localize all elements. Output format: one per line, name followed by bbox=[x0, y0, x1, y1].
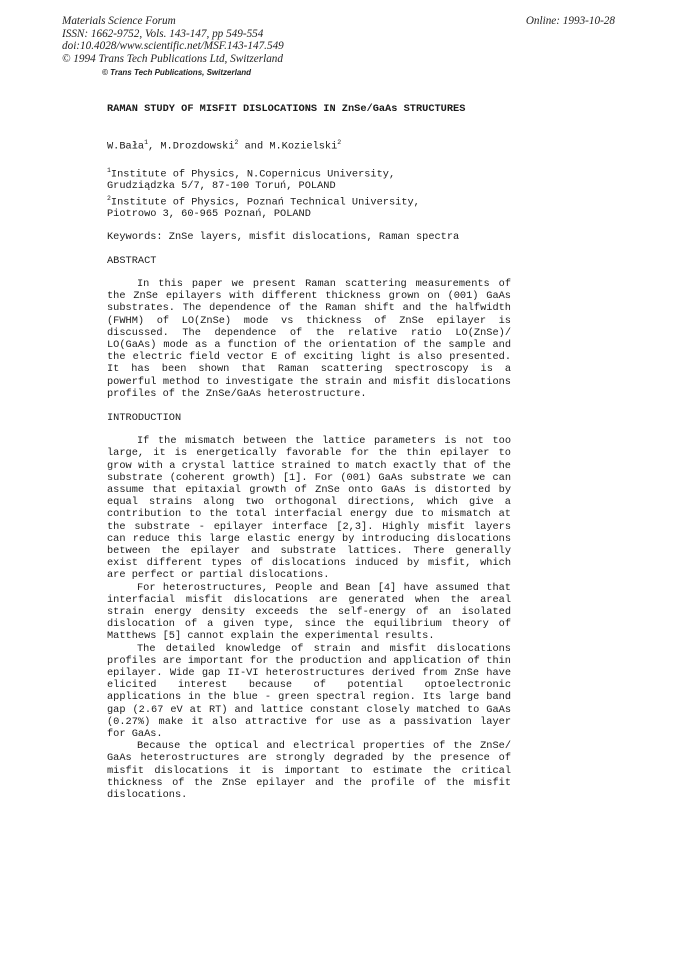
paper-title: RAMAN STUDY OF MISFIT DISLOCATIONS IN ZnSe/GaAs STRUCTURES bbox=[107, 103, 466, 115]
paper-body bbox=[107, 103, 511, 801]
author-list bbox=[107, 137, 511, 153]
author-name: M.Drozdowski bbox=[160, 140, 235, 153]
affiliation-line bbox=[107, 165, 511, 181]
journal-metadata bbox=[62, 15, 284, 65]
author-affil-mark: 2 bbox=[234, 139, 239, 147]
issn-line: ISSN: 1662-9752, Vols. 143-147, pp 549-554 bbox=[62, 27, 264, 40]
introduction-heading: INTRODUCTION bbox=[107, 411, 182, 424]
affiliations bbox=[107, 165, 511, 221]
affiliation-address: Piotrowo 3, 60-965 Poznań, POLAND bbox=[107, 208, 311, 221]
publisher-line: © Trans Tech Publications, Switzerland bbox=[102, 68, 252, 77]
intro-paragraph: For heterostructures, People and Bean [4] have assumed that interfacial misfit dislocations are generated when the areal strain energy density exceeds the self-energy of an isolated dislocation of a given type, since the equilibrium theory of Matthews [5] cannot explain the experimental results. bbox=[107, 581, 511, 643]
affiliation-address: Grudziądzka 5/7, 87-100 Toruń, POLAND bbox=[107, 180, 336, 193]
online-date: Online: 1993-10-28 bbox=[525, 15, 615, 27]
affiliation-text: Institute of Physics, Poznań Technical University, bbox=[110, 196, 420, 209]
author-separator: and bbox=[238, 140, 270, 153]
copyright-line: © 1994 Trans Tech Publications Ltd, Switzerland bbox=[62, 52, 283, 65]
doi-line: doi:10.4028/www.scientific.net/MSF.143-147.549 bbox=[62, 40, 284, 53]
keywords: Keywords: ZnSe layers, misfit dislocations, Raman spectra bbox=[107, 231, 460, 244]
abstract-heading: ABSTRACT bbox=[107, 254, 157, 267]
author-affil-mark: 2 bbox=[337, 139, 342, 147]
affiliation-text: Institute of Physics, N.Copernicus University, bbox=[110, 168, 396, 181]
intro-paragraph: The detailed knowledge of strain and misfit dislocations profiles are important for the production and application of thin epilayer. Wide gap II-VI heterostructures derived from ZnSe have elicited interest because of potential optoelectronic applications in the blue - green spectral region. Its large band gap (2.67 eV at RT) and lattice constant closely matched to GaAs (0.27%) make it also attractive for use as a passivation layer for GaAs. bbox=[107, 642, 511, 740]
author-name: W.Bała bbox=[107, 140, 145, 153]
abstract-text: In this paper we present Raman scattering measurements of the ZnSe epilayers with different thickness grown on (001) GaAs substrates. The dependence of the Raman shift and the halfwidth (FWHM) of LO(ZnSe) mode vs thickness of ZnSe epilayer is discussed. The dependence of the relative ratio LO(ZnSe)/ LO(GaAs) mode as a function of the orientation of the sample and the electric field vector E of exciting light is also presented. It has been shown that Raman scattering spectroscopy is a powerful method to investigate the strain and misfit dislocations profiles of the ZnSe/GaAs heterostructure. bbox=[107, 277, 511, 400]
intro-paragraph: Because the optical and electrical properties of the ZnSe/ GaAs heterostructures are strongly degraded by the presence of misfit dislocations it is important to estimate the critical thickness of the ZnSe epilayer and the profile of the misfit dislocations. bbox=[107, 740, 511, 802]
affiliation-mark: 2 bbox=[107, 194, 111, 202]
author-affil-mark: 1 bbox=[144, 139, 148, 147]
affiliation-mark: 1 bbox=[107, 166, 111, 174]
affiliation-line bbox=[107, 193, 511, 209]
intro-paragraph: If the mismatch between the lattice parameters is not too large, it is energetically favorable for the thin epilayer to grow with a crystal lattice strained to match exactly that of the substrate (coherent growth) [1]. For (001) GaAs substrate we can assume that epitaxial growth of ZnSe onto GaAs is distorted by equal strains along two orthogonal directions, which give a contribution to the total interfacial energy due to mismatch at the substrate - epilayer interface [2,3]. Highly misfit layers can reduce this large elastic energy by introducing dislocations between the epilayer and substrate lattices. There generally exist different types of dislocations induced by misfit, which are perfect or partial dislocations. bbox=[107, 435, 511, 582]
author-separator: , bbox=[147, 140, 161, 153]
journal-name: Materials Science Forum bbox=[62, 15, 176, 27]
author-name: M.Kozielski bbox=[269, 140, 338, 153]
